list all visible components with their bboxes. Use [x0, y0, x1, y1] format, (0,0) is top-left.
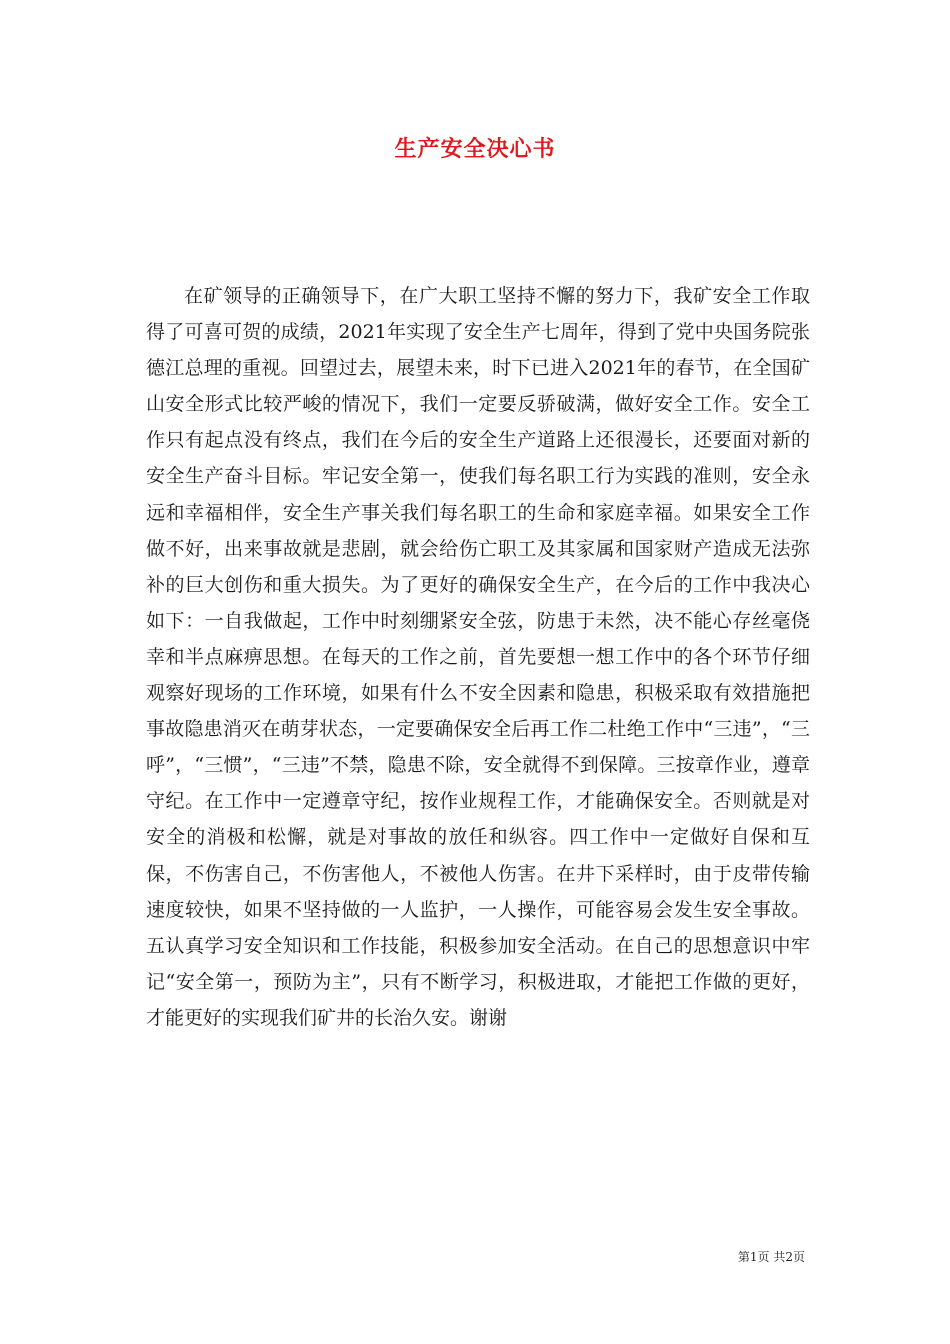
document-title: 生产安全决心书: [394, 136, 556, 162]
page-number: 第1页 共2页: [737, 1250, 805, 1264]
body-paragraph: 在矿领导的正确领导下，在广大职工坚持不懈的努力下，我矿安全工作取得了可喜可贺的成绩，2021年实现了安全生产七周年，得到了党中央国务院张德江总理的重视。回望过去，展望未来，时下已进入2021年的春节，在全国矿山安全形式比较严峻的情况下，我们一定要反骄破满，做好安全工作。安全工作只有起点没有终点，我们在今后的安全生产道路上还很漫长，还要面对新的安全生产奋斗目标。牢记安全第一，使我们每名职工行为实践的准则，安全永远和幸福相伴，安全生产事关我们每名职工的生命和家庭幸福。如果安全工作做不好，出来事故就是悲剧，就会给伤亡职工及其家属和国家财产造成无法弥补的巨大创伤和重大损失。为了更好的确保安全生产，在今后的工作中我决心如下：一自我做起，工作中时刻绷紧安全弦，防患于未然，决不能心存丝毫侥幸和半点麻痹思想。在每天的工作之前，首先要想一想工作中的各个环节仔细观察好现场的工作环境，如果有什么不安全因素和隐患，积极采取有效措施把事故隐患消灭在萌芽状态，一定要确保安全后再工作二杜绝工作中“三违”，“三呼”，“三惯”，“三违”不禁，隐患不除，安全就得不到保障。三按章作业，遵章守纪。在工作中一定遵章守纪，按作业规程工作，才能确保安全。否则就是对安全的消极和松懈，就是对事故的放任和纵容。四工作中一定做好自保和互保，不伤害自己，不伤害他人，不被他人伤害。在井下采样时，由于皮带传输速度较快，如果不坚持做的一人监护，一人操作，可能容易会发生安全事故。五认真学习安全知识和工作技能，积极参加安全活动。在自己的思想意识中牢记“安全第一，预防为主”，只有不断学习，积极进取，才能把工作做的更好，才能更好的实现我们矿井的长治久安。谢谢: [146, 285, 810, 1029]
